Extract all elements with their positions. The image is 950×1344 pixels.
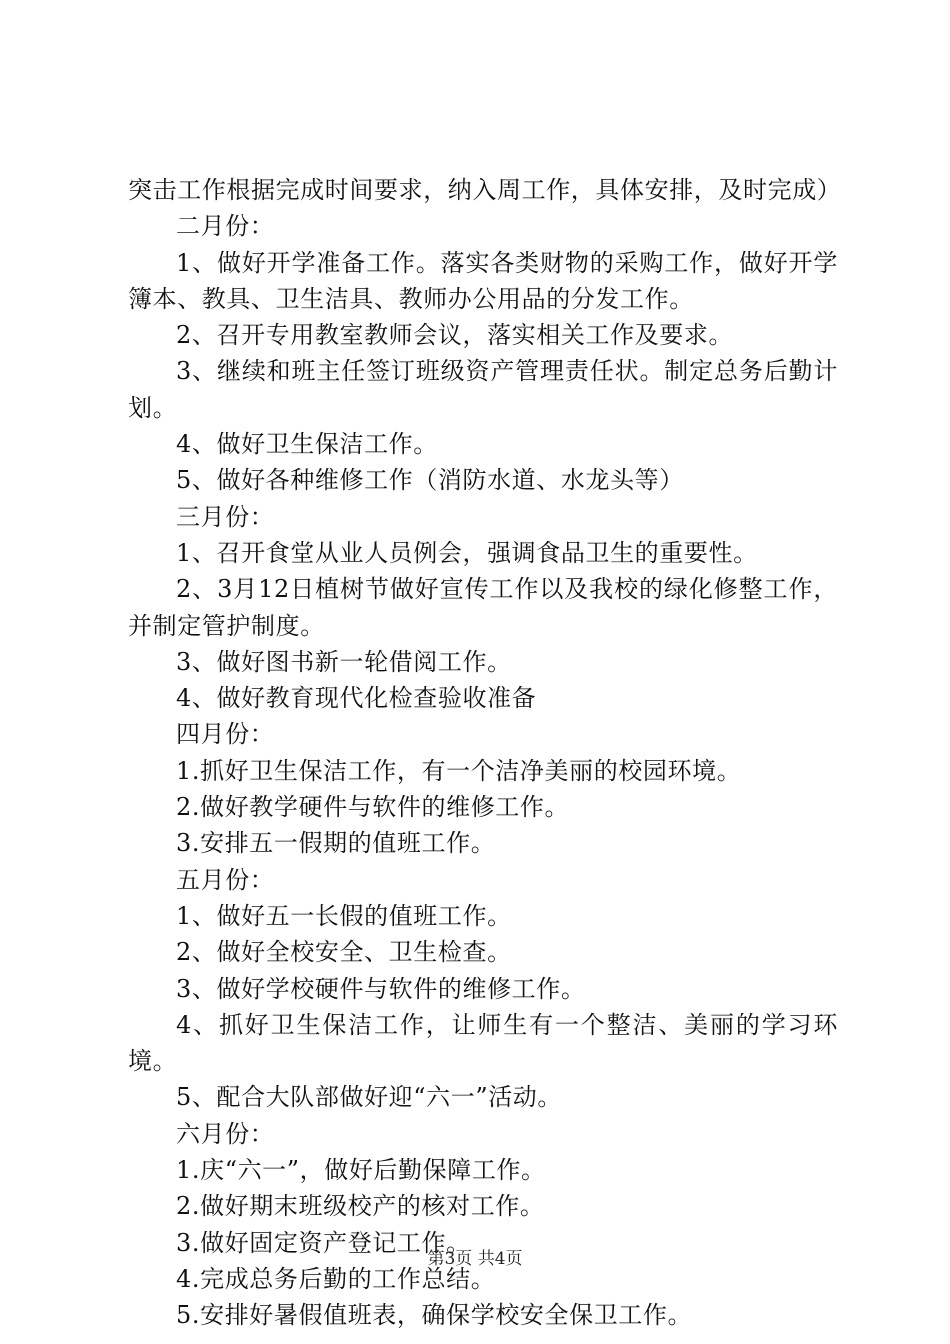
paragraph: 3、做好图书新一轮借阅工作。 — [176, 647, 512, 676]
month-heading-april: 四月份： — [176, 720, 275, 749]
document-body — [128, 172, 842, 1334]
paragraph: 3、做好学校硬件与软件的维修工作。 — [176, 974, 586, 1003]
month-heading-june: 六月份： — [176, 1119, 275, 1148]
page-number-footer: 第3页 共4页 — [427, 1249, 523, 1269]
paragraph: 2、召开专用教室教师会议，落实相关工作及要求。 — [176, 321, 734, 350]
paragraph: 2、3月12日植树节做好宣传工作以及我校的绿化修整工作，并制定管护制度。 — [128, 575, 838, 640]
month-heading-may: 五月份： — [176, 865, 275, 894]
paragraph: 1.抓好卫生保洁工作，有一个洁净美丽的校园环境。 — [176, 756, 742, 785]
paragraph: 1.庆“六一”，做好后勤保障工作。 — [176, 1156, 546, 1185]
paragraph: 4、做好教育现代化检查验收准备 — [176, 684, 537, 713]
paragraph: 2.做好期末班级校产的核对工作。 — [176, 1192, 545, 1221]
paragraph: 5、做好各种维修工作（消防水道、水龙头等） — [176, 466, 684, 495]
paragraph: 3、继续和班主任签订班级资产管理责任状。制定总务后勤计划。 — [128, 357, 838, 422]
month-heading-march: 三月份： — [176, 502, 275, 531]
paragraph: 4、做好卫生保洁工作。 — [176, 430, 438, 459]
paragraph: 5.安排好暑假值班表，确保学校安全保卫工作。 — [176, 1301, 693, 1330]
month-heading-february: 二月份： — [176, 212, 275, 241]
paragraph: 4、抓好卫生保洁工作，让师生有一个整洁、美丽的学习环境。 — [128, 1010, 838, 1076]
paragraph: 4.完成总务后勤的工作总结。 — [176, 1264, 496, 1293]
paragraph: 3.做好固定资产登记工作。 — [176, 1228, 471, 1257]
paragraph: 3.安排五一假期的值班工作。 — [176, 829, 496, 858]
paragraph: 5、配合大队部做好迎“六一”活动。 — [176, 1083, 563, 1112]
paragraph: 突击工作根据完成时间要求，纳入周工作，具体安排，及时完成） — [128, 176, 842, 204]
paragraph: 1、召开食堂从业人员例会，强调食品卫生的重要性。 — [176, 538, 758, 567]
paragraph: 1、做好开学准备工作。落实各类财物的采购工作，做好开学簿本、教具、卫生洁具、教师办公用品的分发工作。 — [128, 248, 838, 313]
paragraph: 2、做好全校安全、卫生检查。 — [176, 938, 512, 967]
paragraph: 2.做好教学硬件与软件的维修工作。 — [176, 793, 570, 822]
paragraph: 1、做好五一长假的值班工作。 — [176, 901, 512, 930]
